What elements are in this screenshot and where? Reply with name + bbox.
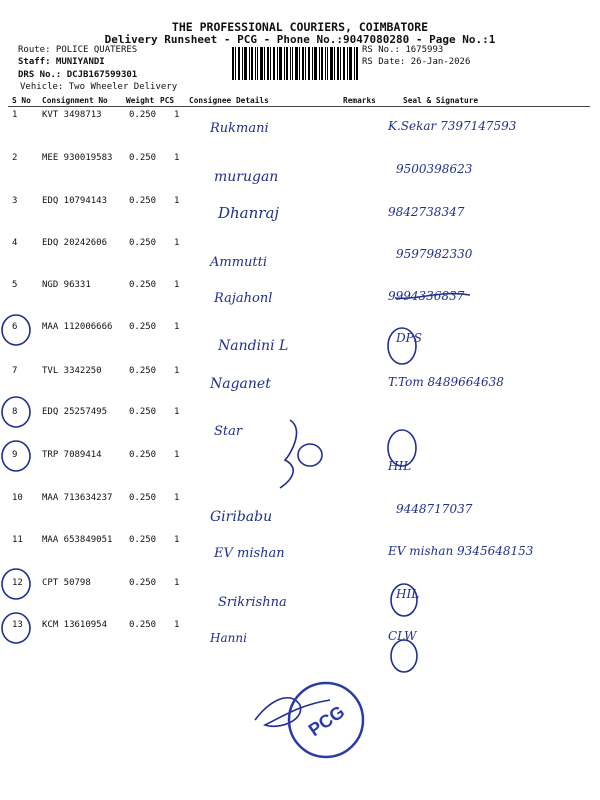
row-pcs: 1 [174, 578, 180, 588]
row-sno: 6 [12, 322, 18, 332]
row-sno: 9 [12, 450, 18, 460]
row-sno: 10 [12, 493, 23, 503]
col-seal: Seal & Signature [403, 96, 479, 105]
row-sno: 5 [12, 280, 18, 290]
row-seal-signature: HIL [396, 587, 420, 601]
row-weight: 0.250 [129, 153, 157, 163]
rs-date: RS Date: 26-Jan-2026 [362, 57, 471, 67]
header-rule [8, 106, 590, 107]
row-consignee-signature: Ammutti [210, 255, 268, 270]
row-consignee-signature: Rajahonl [214, 291, 273, 306]
row-pcs: 1 [174, 366, 180, 376]
col-consignee: Consignee Details [189, 96, 269, 105]
vehicle-label: Vehicle: Two Wheeler Delivery [20, 82, 178, 92]
drs-number: DRS No.: DCJB167599301 [18, 70, 138, 80]
row-seal-signature: 9994336837 [388, 289, 465, 303]
row-consignment-no: MAA 653849051 [42, 535, 113, 545]
row-pcs: 1 [174, 450, 180, 460]
col-pcs: PCS [160, 96, 175, 105]
row-pcs: 1 [174, 620, 180, 630]
col-remarks: Remarks [343, 96, 376, 105]
row-seal-signature: EV mishan 9345648153 [388, 544, 534, 558]
row-sno: 12 [12, 578, 23, 588]
row-consignee-signature: Srikrishna [218, 595, 287, 610]
row-consignment-no: MEE 930019583 [42, 153, 113, 163]
col-sno: S No [12, 96, 31, 105]
row-consignee-signature: Hanni [210, 631, 247, 645]
row-pcs: 1 [174, 238, 180, 248]
row-sno: 4 [12, 238, 18, 248]
row-consignment-no: EDQ 25257495 [42, 407, 108, 417]
row-weight: 0.250 [129, 407, 157, 417]
row-sno: 1 [12, 110, 18, 120]
row-consignment-no: EDQ 10794143 [42, 196, 108, 206]
row-consignee-signature: Star [214, 424, 243, 439]
row-pcs: 1 [174, 153, 180, 163]
row-consignee-signature: Dhanraj [218, 204, 280, 222]
row-sno: 8 [12, 407, 18, 417]
row-seal-signature: HIL [388, 459, 412, 473]
row-pcs: 1 [174, 407, 180, 417]
row-consignee-signature: EV mishan [214, 546, 285, 561]
row-consignee-signature: Naganet [210, 376, 271, 392]
rs-number: RS No.: 1675993 [362, 45, 444, 55]
row-seal-signature: CLW [388, 629, 417, 643]
row-weight: 0.250 [129, 450, 157, 460]
row-weight: 0.250 [129, 620, 157, 630]
row-seal-signature: T.Tom 8489664638 [388, 375, 504, 389]
row-weight: 0.250 [129, 535, 157, 545]
row-consignee-signature: Nandini L [218, 338, 289, 354]
row-seal-signature: 9597982330 [396, 247, 473, 261]
row-weight: 0.250 [129, 238, 157, 248]
pcg-stamp [289, 683, 363, 757]
row-weight: 0.250 [129, 280, 157, 290]
row-consignment-no: TRP 7089414 [42, 450, 102, 460]
row-weight: 0.250 [129, 366, 157, 376]
row-pcs: 1 [174, 280, 180, 290]
row-weight: 0.250 [129, 322, 157, 332]
row-weight: 0.250 [129, 578, 157, 588]
row-sno: 3 [12, 196, 18, 206]
row-consignment-no: KCM 13610954 [42, 620, 108, 630]
row-seal-signature: 9842738347 [388, 205, 465, 219]
row-consignment-no: CPT 50798 [42, 578, 91, 588]
row-weight: 0.250 [129, 493, 157, 503]
row-pcs: 1 [174, 110, 180, 120]
row-sno: 7 [12, 366, 18, 376]
row-consignment-no: NGD 96331 [42, 280, 91, 290]
row-seal-signature: DPS [396, 331, 422, 345]
staff-label: Staff: MUNIYANDI [18, 57, 105, 67]
runsheet-subtitle: Delivery Runsheet - PCG - Phone No.:9047080280 - Page No.:1 [104, 33, 496, 46]
row-seal-signature: K.Sekar 7397147593 [388, 119, 517, 133]
row-pcs: 1 [174, 196, 180, 206]
row-seal-signature: 9500398623 [396, 162, 473, 176]
col-consignment: Consignment No [42, 96, 108, 105]
row-consignee-signature: murugan [214, 169, 279, 185]
row-sno: 11 [12, 535, 23, 545]
row-sno: 2 [12, 153, 18, 163]
row-consignee-signature: Rukmani [210, 121, 269, 136]
row-weight: 0.250 [129, 110, 157, 120]
row-weight: 0.250 [129, 196, 157, 206]
route-label: Route: POLICE QUATERES [18, 45, 138, 55]
row-sno: 13 [12, 620, 23, 630]
row-consignment-no: MAA 112006666 [42, 322, 113, 332]
row-seal-signature: 9448717037 [396, 502, 473, 516]
row-pcs: 1 [174, 322, 180, 332]
row-consignment-no: EDQ 20242606 [42, 238, 108, 248]
row-consignment-no: KVT 3498713 [42, 110, 102, 120]
row-consignee-signature: Giribabu [210, 509, 273, 525]
row-consignment-no: TVL 3342250 [42, 366, 102, 376]
company-title: THE PROFESSIONAL COURIERS, COIMBATORE [171, 20, 429, 34]
svg-text:PCG: PCG [304, 701, 349, 741]
col-weight: Weight [126, 96, 155, 105]
row-pcs: 1 [174, 535, 180, 545]
row-consignment-no: MAA 713634237 [42, 493, 113, 503]
barcode-image [232, 47, 358, 80]
row-pcs: 1 [174, 493, 180, 503]
